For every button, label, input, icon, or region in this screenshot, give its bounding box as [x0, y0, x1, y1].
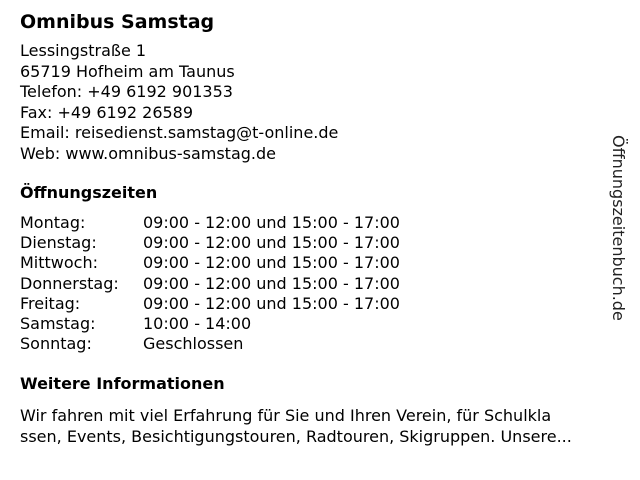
hours-row-friday [20, 294, 400, 314]
address-street: Lessingstraße 1 [20, 41, 147, 60]
address-city: 65719 Hofheim am Taunus [20, 61, 235, 81]
day-label: Samstag: [20, 314, 96, 334]
day-label: Montag: [20, 213, 86, 232]
day-time: 09:00 - 12:00 und 15:00 - 17:00 [143, 233, 400, 253]
phone-number: Telefon: +49 6192 901353 [20, 82, 233, 101]
opening-hours-table [20, 213, 400, 354]
description-line: ssen, Events, Besichtigungstouren, Radtouren, Skigruppen. Unsere... [20, 427, 572, 446]
fax-number: Fax: +49 6192 26589 [20, 102, 194, 122]
day-time: 09:00 - 12:00 und 15:00 - 17:00 [143, 253, 400, 273]
website: Web: www.omnibus-samstag.de [20, 143, 276, 163]
opening-hours-title: Öffnungszeiten [20, 183, 158, 202]
hours-row-tuesday [20, 233, 400, 253]
hours-row-monday [20, 213, 400, 233]
hours-row-saturday [20, 314, 400, 334]
hours-row-sunday [20, 334, 400, 354]
hours-row-thursday [20, 274, 400, 294]
business-name: Omnibus Samstag [20, 11, 215, 33]
day-time: 09:00 - 12:00 und 15:00 - 17:00 [143, 293, 400, 313]
more-info-description [20, 405, 625, 447]
description-line: Wir fahren mit viel Erfahrung für Sie und Ihren Verein, für Schulkla [20, 406, 552, 425]
day-label: Donnerstag: [20, 273, 119, 293]
email-address: Email: reisedienst.samstag@t-online.de [20, 123, 339, 142]
day-time: Geschlossen [143, 334, 244, 354]
day-time: 09:00 - 12:00 und 15:00 - 17:00 [143, 213, 400, 232]
day-label: Dienstag: [20, 233, 97, 253]
hours-row-wednesday [20, 253, 400, 273]
day-time: 09:00 - 12:00 und 15:00 - 17:00 [143, 273, 400, 293]
more-info-title: Weitere Informationen [20, 374, 225, 393]
opening-hours-section [20, 183, 400, 354]
business-info [20, 10, 620, 164]
day-label: Freitag: [20, 293, 81, 313]
day-time: 10:00 - 14:00 [143, 314, 252, 334]
watermark-text: Öffnungszeitenbuch.de [609, 135, 628, 321]
day-label: Mittwoch: [20, 253, 98, 273]
day-label: Sonntag: [20, 334, 92, 354]
more-info-section [20, 374, 225, 394]
